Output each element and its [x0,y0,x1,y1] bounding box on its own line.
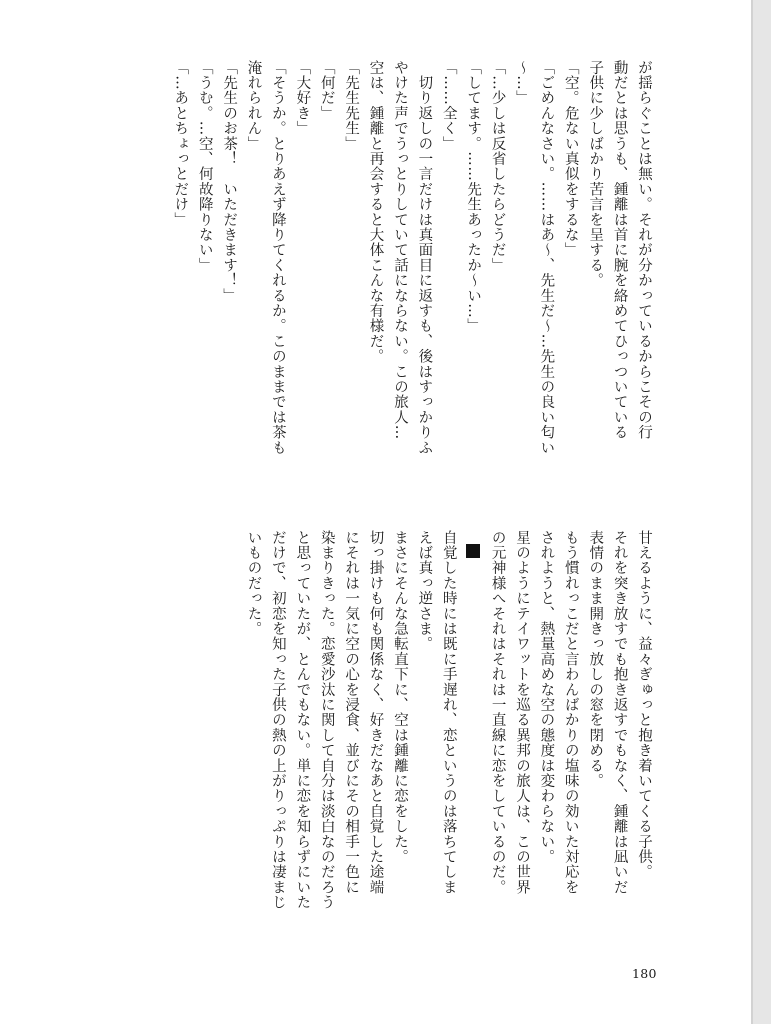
text-line: いものだった。 [245,530,262,637]
text-line: 「そうか。とりあえず降りてくれるか。このままでは茶も [269,60,286,456]
text-line: 「ごめんなさい。……はあ〜、先生だ〜…先生の良い匂い [538,60,555,456]
text-line: 「何だ」 [318,60,335,121]
text-line: それを突き放すでも抱き返すでもなく、鍾離は凪いだ [611,530,628,895]
text-line: 「……全く」 [440,60,457,152]
text-line: 〜…」 [513,60,530,106]
text-line: 「先生先生」 [343,60,360,152]
text-line: されようと、熱量高めな空の態度は変わらない。 [538,530,555,865]
bottom-text-block [241,530,656,970]
section-break [461,530,485,970]
text-line: 子供に少しばかり苦言を呈する。 [587,60,604,288]
text-line: の元神様へそれはそれは一直線に恋をしているのだ。 [489,530,506,895]
text-line: 星のようにテイワットを巡る異邦の旅人は、この世界 [513,530,530,895]
text-line: もう慣れっこだと言わんばかりの塩味の効いた対応を [562,530,579,895]
text-line: 甘えるように、益々ぎゅっと抱き着いてくる子供。 [636,530,652,880]
text-line: が揺らぐことは無い。それが分かっているからこその行 [636,60,652,440]
black-square-icon [466,544,480,558]
text-line: 「してます。……先生あったか〜い…」 [465,60,482,334]
text-line: えば真っ逆さま。 [416,530,433,652]
text-line: 「…あとちょっとだけ」 [172,60,189,228]
text-line: 染まりきった。恋愛沙汰に関して自分は淡白なのだろう [318,530,335,910]
text-line: 「大好き」 [294,60,311,136]
top-text-block [168,60,656,500]
page-gutter [753,0,771,1024]
text-line: やけた声でうっとりしていて話にならない。この旅人… [391,60,408,440]
text-line: 「うむ。…空、何故降りない」 [196,60,213,273]
text-line: だけで、初恋を知った子供の熱の上がりっぷりは凄まじ [269,530,286,910]
text-line: まさにそんな急転直下に、空は鍾離に恋をした。 [391,530,408,865]
text-line: にそれは一気に空の心を浸食、並びにその相手一色に [343,530,360,895]
text-line: と思っていたが、とんでもない。単に恋を知らずにいた [294,530,311,910]
text-line: 切り返しの一言だけは真面目に返すも、後はすっかりふ [416,60,433,456]
text-line: 「…少しは反省したらどうだ」 [489,60,506,273]
text-line: 淹れられん」 [245,60,262,152]
text-line: 自覚した時には既に手遅れ、恋というのは落ちてしま [440,530,457,895]
text-line: 切っ掛けも何も関係なく、好きだなあと自覚した途端 [367,530,384,895]
text-line: 「先生のお茶！ いただきます！」 [221,60,238,304]
text-line: 「空。危ない真似をするな」 [562,60,579,258]
text-line: 空は、鍾離と再会すると大体こんな有様だ。 [367,60,384,364]
text-line: 動だとは思うも、鍾離は首に腕を絡めてひっついている [611,60,628,440]
text-line: 表情のまま開きっ放しの窓を閉める。 [587,530,604,789]
page-number: 180 [632,966,657,981]
